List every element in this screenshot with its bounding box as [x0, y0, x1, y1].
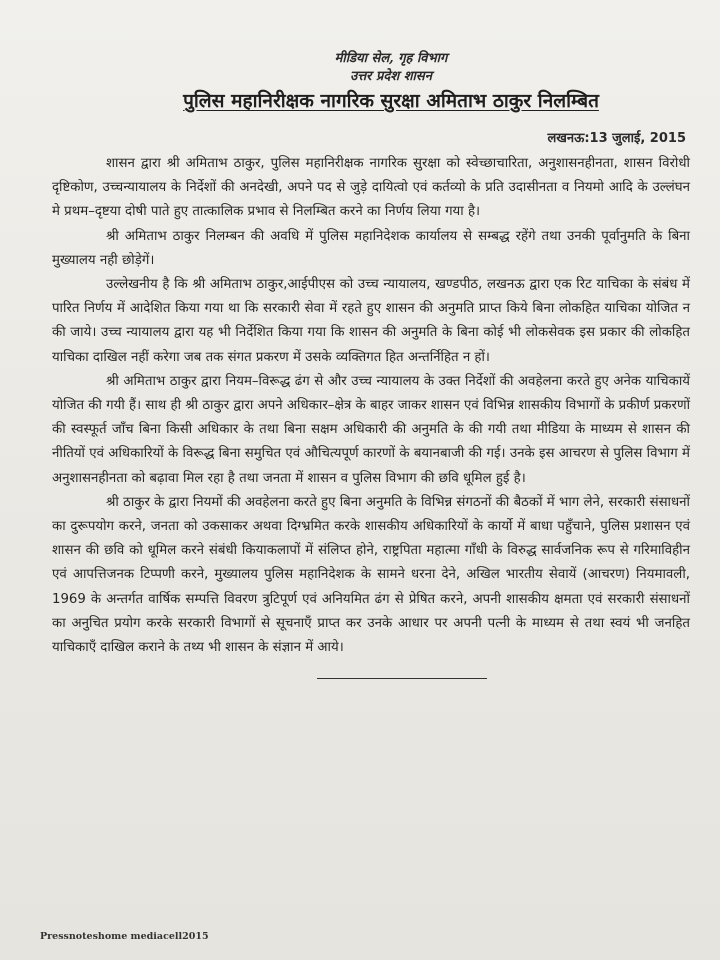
document-header: [92, 50, 690, 114]
government-line: उत्तर प्रदेश शासन: [350, 69, 432, 84]
document-body: [52, 152, 690, 660]
footer-source: Pressnoteshome mediacell2015: [40, 931, 209, 942]
document-date: लखनऊ:13 जुलाई, 2015: [547, 131, 686, 146]
paragraph-1: शासन द्वारा श्री अमिताभ ठाकुर, पुलिस महानिरीक्षक नागरिक सुरक्षा को स्वेच्छाचारिता, अनुशासनहीनता, शासन विरोधी दृष्टिकोण, उच्चन्यायालय के निर्देशों की अनदेखी, अपने पद से जुड़े दायित्वो एवं कर्तव्यो के प्रति उदासीनता व नियमो आदि के उल्लंघन मे प्रथम–दृष्टया दोषी पाते हुए तात्कालिक प्रभाव से निलम्बित करने का निर्णय लिया गया है।: [52, 156, 690, 220]
signature-line: [317, 678, 487, 680]
paragraph-3: उल्लेखनीय है कि श्री अमिताभ ठाकुर,आईपीएस को उच्च न्यायालय, खण्डपीठ, लखनऊ द्वारा एक रिट याचिका के संबंध में पारित निर्णय में आदेशित किया गया था कि सरकारी सेवा में रहते हुए शासन की अनुमति प्राप्त किये बिना लोकहित याचिका योजित न की जाये। उच्च न्यायालय द्वारा यह भी निर्देशित किया गया कि शासन की अनुमति के बिना कोई भी लोकसेवक इस प्रकार की लोकहित याचिका दाखिल नहीं करेगा जब तक संगत प्रकरण में उसके व्यक्तिगत हित अन्तर्निहित न हों।: [52, 277, 690, 365]
paragraph-5: श्री ठाकुर के द्वारा नियमों की अवहेलना करते हुए बिना अनुमति के विभिन्न संगठनों की बैठकों में भाग लेने, सरकारी संसाधनों का दुरूपयोग करने, जनता को उकसाकर अथवा दिग्भ्रमित करके शासकीय अधिकारियों के कार्यो में बाधा पहुँचाने, पुलिस प्रशासन एवं शासन की छवि को धूमिल करने संबंधी कियाकलापों में संलिप्त होने, राष्ट्रपिता महात्मा गाँधी के विरुद्ध सार्वजनिक रूप से गरिमाविहीन एवं आपत्तिजनक टिप्पणी करने, मुख्यालय पुलिस महानिदेशक के सामने धरना देने, अखिल भारतीय सेवायें (आचरण) नियमावली, 1969 के अन्तर्गत वार्षिक सम्पत्ति विवरण त्रुटिपूर्ण एवं अनियमित ढंग से प्रेषित करने, अपनी शासकीय क्षमता एवं सरकारी संसाधनों का अनुचित प्रयोग करके सरकारी विभागों से सूचनाएँ प्राप्त कर उनके आधार पर अपनी पत्नी के माध्यम से तथा स्वयं भी जनहित याचिकाएँ दाखिल कराने के तथ्य भी शासन के संज्ञान में आये।: [52, 494, 690, 656]
document-title: पुलिस महानिरीक्षक नागरिक सुरक्षा अमिताभ ठाकुर निलम्बित: [183, 90, 599, 112]
department-line: मीडिया सेल, गृह विभाग: [334, 51, 448, 66]
paragraph-2: श्री अमिताभ ठाकुर निलम्बन की अवधि में पुलिस महानिदेशक कार्यालय से सम्बद्ध रहेंगे तथा उनकी पूर्वानुमति के बिना मुख्यालय नही छोड़ेगें।: [52, 228, 690, 268]
paragraph-4: श्री अमिताभ ठाकुर द्वारा नियम–विरूद्ध ढंग से और उच्च न्यायालय के उक्त निर्देशों की अवहेलना करते हुए अनेक याचिकायें योजित की गयी हैं। साथ ही श्री ठाकुर द्वारा अपने अधिकार–क्षेत्र के बाहर जाकर शासन एवं विभिन्न शासकीय विभागों के प्रकीर्ण प्रकरणों की स्वस्फूर्त जाँच बिना किसी अधिकार के तथा बिना सक्षम अधिकारी की अनुमति के की गयी तथा मीडिया के माध्यम से शासन की नीतियों एवं अधिकारियों के विरूद्ध बिना समुचित एवं औचित्यपूर्ण कारणों के बयानबाजी की गई। उनके इस आचरण से पुलिस विभाग में अनुशासनहीनता को बढ़ावा मिल रहा है तथा जनता में शासन व पुलिस विभाग की छवि धूमिल हुई है।: [52, 373, 691, 486]
